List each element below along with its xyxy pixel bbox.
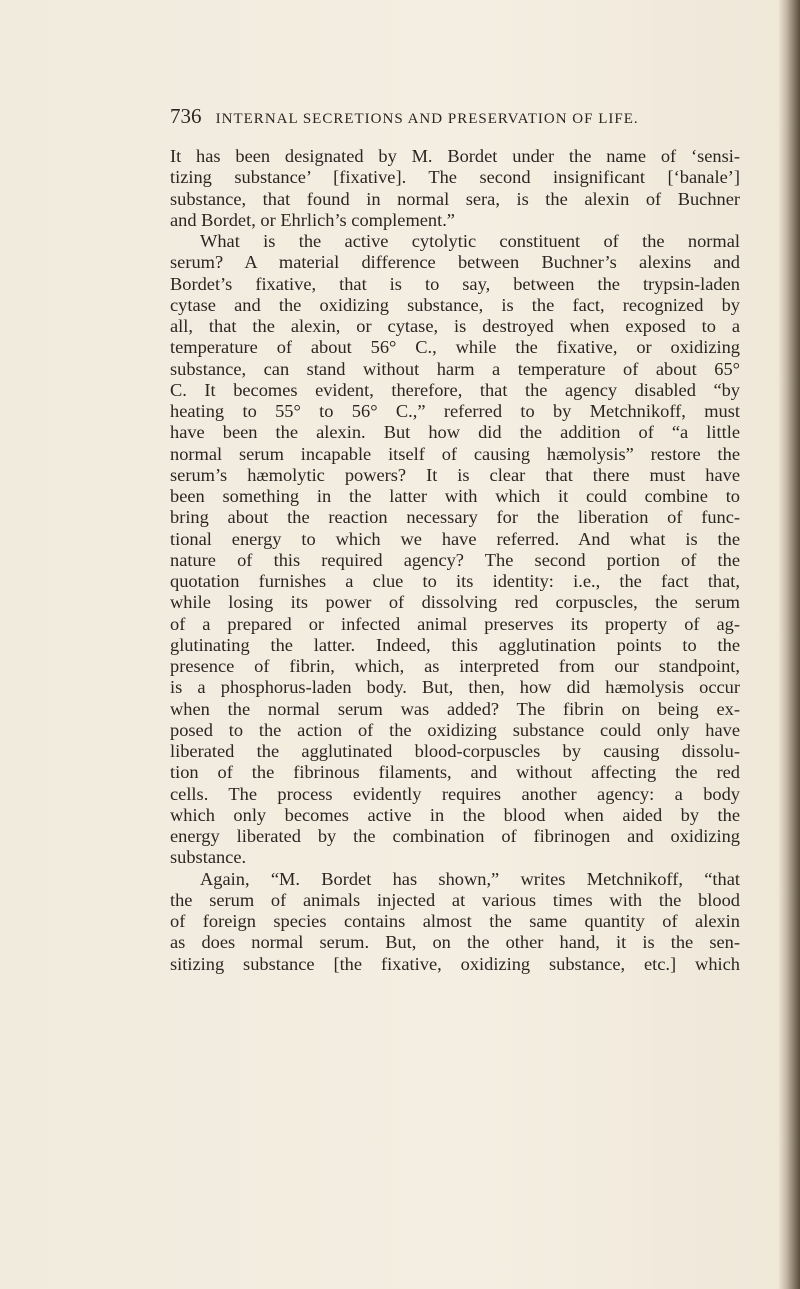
text-line: Again, “M. Bordet has shown,” writes Metchnikoff, “that [200,868,740,889]
page-header [170,104,730,129]
text-line: have been the alexin. But how did the addition of “a little [170,422,740,443]
text-line: of a prepared or infected animal preserves its property of ag- [170,613,740,634]
text-line: It has been designated by M. Bordet under the name of ‘sensi- [170,146,740,166]
text-line: heating to 55° to 56° C.,” referred to by Metchnikoff, must [170,401,740,421]
text-line: when the normal serum was added? The fibrin on being ex- [170,698,740,719]
text-line: liberated the agglutinated blood-corpuscles by causing dissolu- [170,741,740,761]
text-line: What is the active cytolytic constituent of the normal [200,231,740,251]
page-number: 736 [170,104,202,128]
text-line: tional energy to which we have referred. And what is the [170,528,740,549]
text-line: of foreign species contains almost the same quantity of alexin [170,911,740,931]
text-line: cells. The process evidently requires another agency: a body [170,783,740,804]
text-line: serum’s hæmolytic powers? It is clear that there must have [170,464,740,485]
text-line: while losing its power of dissolving red corpuscles, the serum [170,592,740,613]
text-line: been something in the latter with which it could combine to [170,486,740,506]
text-line: all, that the alexin, or cytase, is destroyed when exposed to a [170,316,740,336]
text-line: bring about the reaction necessary for the liberation of func- [170,507,740,528]
text-line: and Bordet, or Ehrlich’s complement.” [170,209,455,230]
text-line: substance. [170,847,247,868]
text-line: nature of this required agency? The second portion of the [170,549,740,570]
text-line: substance, can stand without harm a temperature of about 65° [170,358,740,379]
text-line: posed to the action of the oxidizing substance could only have [170,719,740,740]
text-line: normal serum incapable itself of causing hæmolysis” restore the [170,443,740,464]
text-line: C. It becomes evident, therefore, that the agency disabled “by [170,379,740,400]
text-line: the serum of animals injected at various times with the blood [170,889,740,910]
text-line: tion of the fibrinous filaments, and without affecting the red [170,762,740,783]
text-line: cytase and the oxidizing substance, is the fact, recognized by [170,294,740,315]
text-line: temperature of about 56° C., while the fixative, or oxidizing [170,337,740,358]
text-line: is a phosphorus-laden body. But, then, how did hæmolysis occur [170,677,740,698]
text-line: substance, that found in normal sera, is the alexin of Buchner [170,188,740,209]
text-line: as does normal serum. But, on the other hand, it is the sen- [170,932,740,953]
text-line: Bordet’s fixative, that is to say, between the trypsin-laden [170,273,740,294]
text-line: tizing substance’ [fixative]. The second insignificant [‘banale’] [170,167,740,188]
page-edge-shadow [778,0,800,1289]
text-line: presence of fibrin, which, as interpreted from our standpoint, [170,656,740,676]
running-title: INTERNAL SECRETIONS AND PRESERVATION OF LIFE. [215,111,639,127]
text-line: serum? A material difference between Buchner’s alexins and [170,252,740,273]
body-text [170,146,740,975]
text-line: sitizing substance [the fixative, oxidizing substance, etc.] which [170,953,740,974]
text-line: quotation furnishes a clue to its identity: i.e., the fact that, [170,571,740,591]
text-line: which only becomes active in the blood when aided by the [170,804,740,825]
text-line: energy liberated by the combination of fibrinogen and oxidizing [170,826,740,846]
text-line: glutinating the latter. Indeed, this agglutination points to the [170,634,740,655]
